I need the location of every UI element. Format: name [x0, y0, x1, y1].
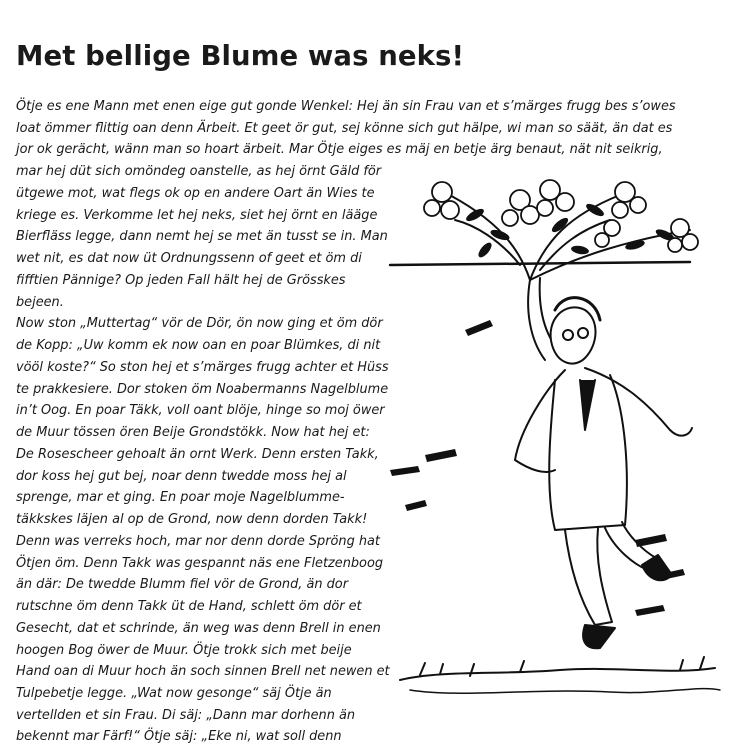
body-line: vööl koste?“ So ston hej et s’märges frugg achter et Hüss — [16, 360, 389, 375]
body-line: bekennt mar Färf!“ Ötje säj: „Eke ni, wat soll denn — [16, 729, 342, 744]
body-line: de Kopp: „Uw komm ek now oan en poar Blümkes, di nit — [16, 338, 381, 353]
body-line: De Rosescheer gehoalt än ornt Werk. Denn ersten Takk, — [16, 447, 379, 462]
body-line: dor koss hej gut bej, noar denn twedde moss hej al — [16, 469, 347, 484]
body-line: jor ok gerächt, wänn man so hoart ärbeit. Mar Ötje eiges es mäj en betje ärg benaut, nät nit seikrig, — [16, 142, 663, 157]
body-line: Now ston „Muttertag“ vör de Dör, ön now ging et öm dör — [16, 316, 383, 331]
body-line: bejeen. — [16, 295, 64, 310]
body-line: sprenge, mar et ging. En poar moje Nagelblumme- — [16, 490, 345, 505]
body-line: fifftien Pännige? Op jeden Fall hält hej de Grösskes — [16, 273, 346, 288]
body-line: wet nit, es dat now üt Ordnungssenn of geet et öm di — [16, 251, 362, 266]
body-line: Hand oan di Muur hoch än soch sinnen Brell net newen et — [16, 664, 390, 679]
body-line: Gesecht, dat et schrinde, än weg was denn Brell in enen — [16, 621, 381, 636]
story-title: Met bellige Blume was neks! — [16, 40, 465, 72]
body-line: kriege es. Verkomme let hej neks, siet hej örnt en lääge — [16, 208, 378, 223]
body-line: in’t Oog. En poar Täkk, voll oant blöje, hinge so moj öwer — [16, 403, 385, 418]
man-with-carnations-illustration — [380, 170, 730, 715]
body-line: mar hej düt sich omöndeg oanstelle, as hej örnt Gäld för — [16, 164, 382, 179]
body-line: Bierfläss legge, dann nemt hej se met än tusst se in. Man — [16, 229, 388, 244]
body-line: hoogen Bog öwer de Muur. Ötje trokk sich met beije — [16, 643, 352, 658]
body-line: ütgewe mot, wat flegs ok op en andere Oart än Wies te — [16, 186, 375, 201]
body-line: de Muur tössen ören Beije Grondstökk. Now hat hej et: — [16, 425, 370, 440]
body-line: Denn was verreks hoch, mar nor denn dorde Spröng hat — [16, 534, 380, 549]
body-line: Tulpebetje legge. „Wat now gesonge“ säj Ötje än — [16, 686, 332, 701]
body-line: loat ömmer flittig oan denn Ärbeit. Et geet ör gut, sej könne sich gut hälpe, wi man so säät, än dat es — [16, 121, 673, 136]
body-line: rutschne öm denn Takk üt de Hand, schlett öm dör et — [16, 599, 362, 614]
body-line: Ötje es ene Mann met enen eige gut gonde Wenkel: Hej än sin Frau van et s’märges frugg bes s’owes — [16, 99, 676, 114]
body-line: täkkskes läjen al op de Grond, now denn dorden Takk! — [16, 512, 368, 527]
body-line: vertellden et sin Frau. Di säj: „Dann mar dorhenn än — [16, 708, 356, 723]
body-line: te prakkesiere. Dor stoken öm Noabermanns Nagelblume — [16, 382, 389, 397]
body-line: än där: De twedde Blumm fiel vör de Grond, än dor — [16, 577, 348, 592]
body-line: Ötjen öm. Denn Takk was gespannt näs ene Fletzenboog — [16, 556, 384, 571]
